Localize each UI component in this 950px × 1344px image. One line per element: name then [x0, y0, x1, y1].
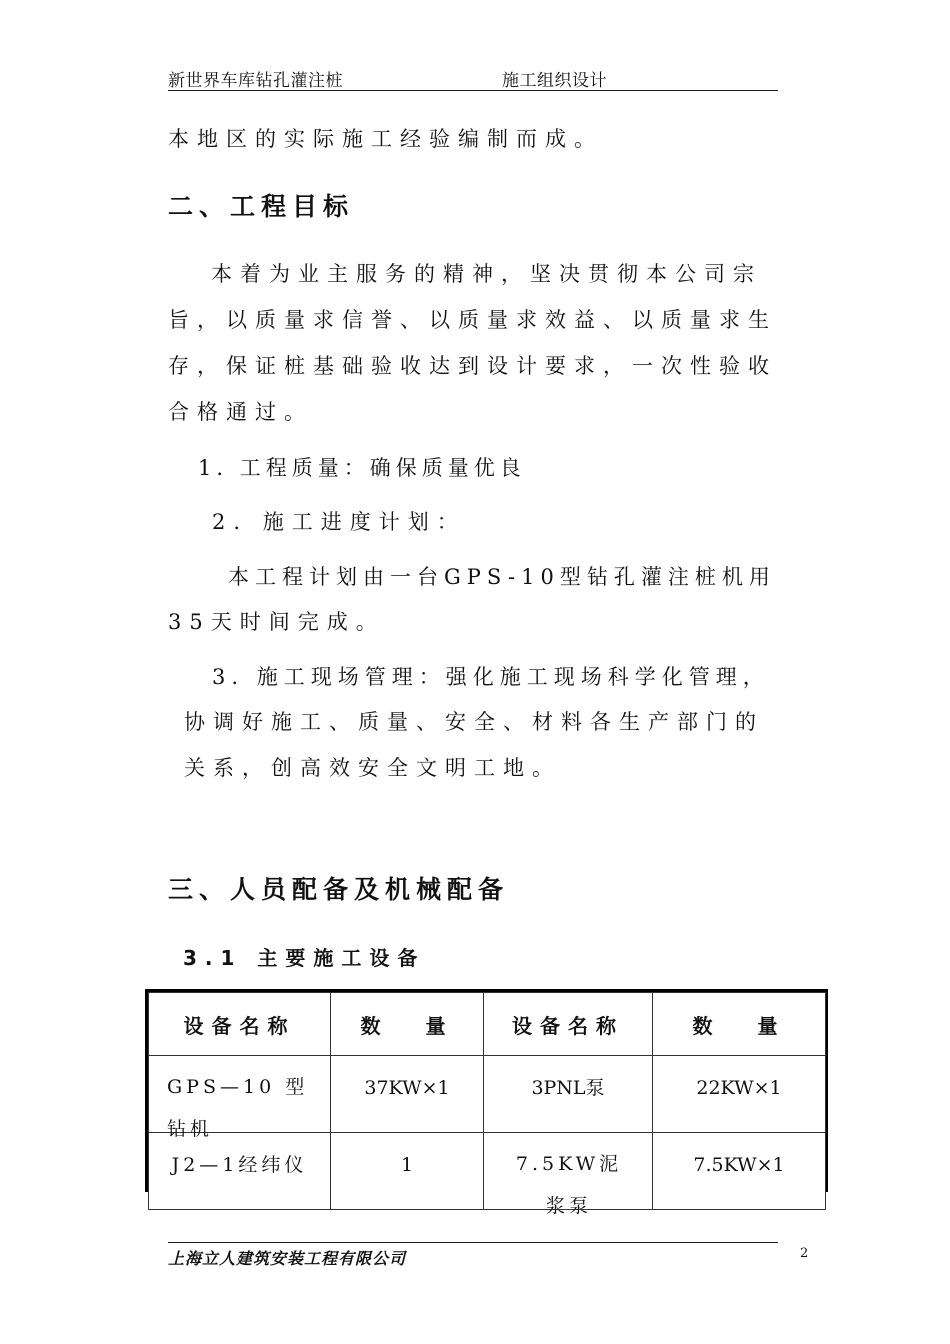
- header-doc-title: 施工组织设计: [502, 71, 607, 91]
- table-cell: 1: [331, 1133, 484, 1210]
- column-header: 数 量: [653, 993, 826, 1056]
- paragraph-line: 本工程计划由一台GPS-10型钻孔灌注桩机用: [228, 565, 776, 589]
- table-cell: GPS—10 型钻机: [149, 1056, 331, 1133]
- paragraph-line: 本地区的实际施工经验编制而成。: [168, 127, 603, 151]
- table-cell: 7.5KW×1: [653, 1133, 826, 1210]
- page-header: [168, 64, 778, 91]
- page-number: 2: [800, 1246, 809, 1261]
- table-cell: 3PNL泵: [484, 1056, 653, 1133]
- paragraph-line: 关系，创高效安全文明工地。: [184, 756, 561, 780]
- subsection-3-1-heading: 3.1 主要施工设备: [183, 946, 426, 970]
- table-cell: 37KW×1: [331, 1056, 484, 1133]
- table-cell: J2—1经纬仪: [149, 1133, 331, 1210]
- goal-item-quality: 1. 工程质量：确保质量优良: [198, 456, 526, 480]
- section-2-heading: 二、工程目标: [168, 192, 355, 221]
- header-project-title: 新世界车库钻孔灌注桩: [168, 71, 343, 91]
- column-header: 设备名称: [484, 993, 653, 1056]
- paragraph-line: 存，保证桩基础验收达到设计要求，一次性验收: [168, 354, 777, 378]
- column-header: 设备名称: [149, 993, 331, 1056]
- table-cell: 7.5KW泥浆泵: [484, 1133, 653, 1210]
- table-row: [149, 1056, 826, 1133]
- equipment-table: [145, 989, 828, 1217]
- paragraph-line: 35天时间完成。: [168, 610, 385, 634]
- footer-company-name: 上海立人建筑安装工程有限公司: [168, 1249, 407, 1268]
- paragraph-line: 协调好施工、质量、安全、材料各生产部门的: [184, 710, 764, 734]
- paragraph-line: 旨，以质量求信誉、以质量求效益、以质量求生: [168, 308, 777, 332]
- table-header-row: [149, 993, 826, 1056]
- page-footer: [168, 1242, 778, 1273]
- goal-item-schedule: 2. 施工进度计划：: [212, 510, 466, 534]
- goal-item-site-management: 3. 施工现场管理：强化施工现场科学化管理，: [212, 665, 770, 689]
- paragraph-line: 合格通过。: [168, 400, 313, 424]
- column-header: 数 量: [331, 993, 484, 1056]
- section-3-heading: 三、人员配备及机械配备: [168, 875, 510, 904]
- table-cell: 22KW×1: [653, 1056, 826, 1133]
- paragraph-line: 本着为业主服务的精神，坚决贯彻本公司宗: [211, 262, 762, 286]
- table-row: [149, 1133, 826, 1210]
